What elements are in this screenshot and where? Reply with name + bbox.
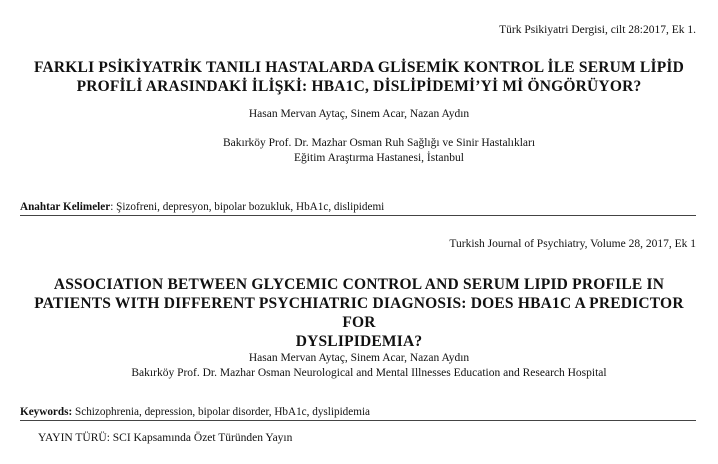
english-keywords-label: Keywords: [20, 406, 73, 418]
turkish-keywords-divider [20, 215, 696, 216]
turkish-affiliation-line-1: Bakırköy Prof. Dr. Mazhar Osman Ruh Sağlığı ve Sinir Hastalıkları [222, 137, 536, 149]
turkish-affiliation-line-2: Eğitim Araştırma Hastanesi, İstanbul [294, 152, 464, 164]
english-title [20, 275, 698, 351]
turkish-keywords [20, 200, 384, 214]
turkish-affiliation [20, 136, 718, 166]
turkish-keywords-label: Anahtar Kelimeler [20, 201, 111, 213]
turkish-title-line-1: FARKLI PSİKİYATRİK TANILI HASTALARDA GLİSEMİK KONTROL İLE SERUM LİPİD [33, 59, 684, 76]
english-keywords-text: Schizophrenia, depression, bipolar disorder, HbA1c, dyslipidemia [72, 406, 371, 418]
turkish-title [20, 58, 698, 96]
turkish-title-line-2: PROFİLİ ARASINDAKİ İLİŞKİ: HBA1C, DİSLİPİDEMİ’Yİ Mİ ÖNGÖRÜYOR? [76, 78, 642, 95]
turkish-journal-line: Türk Psikiyatri Dergisi, cilt 28:2017, Ek 1. [499, 24, 696, 36]
english-title-line-2: PATIENTS WITH DIFFERENT PSYCHIATRIC DIAGNOSIS: DOES HBA1C A PREDICTOR FOR [34, 295, 684, 331]
publication-type: YAYIN TÜRÜ: SCI Kapsamında Özet Türünden Yayın [38, 432, 293, 444]
turkish-keywords-text: : Şizofreni, depresyon, bipolar bozukluk, HbA1c, dislipidemi [110, 201, 385, 213]
english-title-line-3: DYSLIPIDEMIA? [295, 333, 423, 350]
english-affiliation: Bakırköy Prof. Dr. Mazhar Osman Neurological and Mental Illnesses Education and Research Hospital [131, 367, 607, 379]
english-authors: Hasan Mervan Aytaç, Sinem Acar, Nazan Aydın [248, 352, 470, 364]
turkish-authors: Hasan Mervan Aytaç, Sinem Acar, Nazan Aydın [248, 108, 470, 120]
english-keywords-divider [20, 420, 696, 421]
english-journal-line: Turkish Journal of Psychiatry, Volume 28, 2017, Ek 1 [449, 238, 696, 250]
english-keywords [20, 405, 370, 419]
english-title-line-1: ASSOCIATION BETWEEN GLYCEMIC CONTROL AND SERUM LIPID PROFILE IN [53, 276, 665, 293]
